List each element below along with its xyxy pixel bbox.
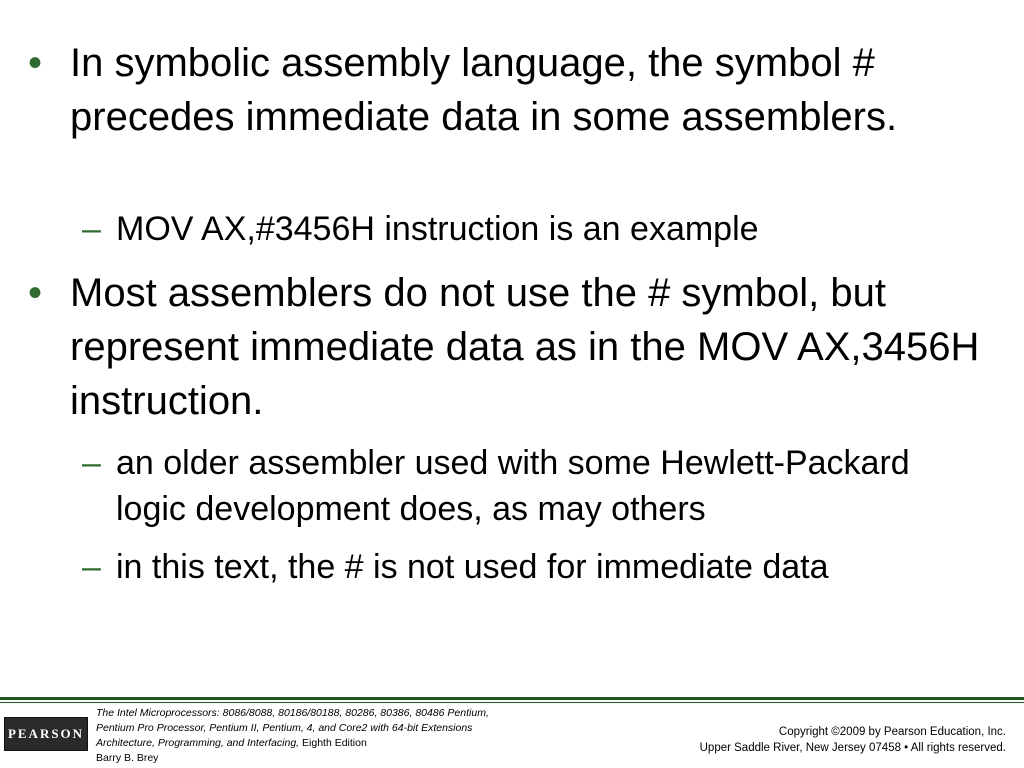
sub-bullet-text: MOV AX,#3456H instruction is an example	[116, 210, 759, 248]
book-line-1	[96, 706, 576, 721]
sub-bullet-text: an older assembler used with some Hewlett-Packard logic development does, as may others	[116, 444, 910, 528]
bullet-1	[28, 36, 988, 144]
sub-bullet-2-1	[82, 440, 982, 532]
sub-bullet-text: in this text, the # is not used for immediate data	[116, 548, 829, 586]
sub-bullet-1-1	[82, 206, 982, 252]
bullet-text: In symbolic assembly language, the symbol # precedes immediate data in some assemblers.	[70, 41, 898, 139]
bullet-marker: •	[28, 271, 43, 315]
sub-bullet-marker: –	[82, 210, 101, 248]
book-info	[96, 706, 576, 766]
book-line-2: Pentium Pro Processor, Pentium II, Pentium, 4, and Core2 with 64-bit Extensions	[96, 722, 473, 734]
book-title: The Intel Microprocessors:	[96, 707, 220, 719]
book-author: Barry B. Brey	[96, 752, 159, 764]
sub-bullet-marker: –	[82, 444, 101, 482]
copyright-notice	[586, 724, 1006, 756]
book-line-3	[96, 736, 576, 751]
book-subtitle: Architecture, Programming, and Interfacing,	[96, 737, 300, 749]
bullet-2	[28, 266, 988, 428]
sub-bullet-2-2	[82, 544, 982, 590]
bullet-marker: •	[28, 41, 43, 85]
pearson-logo	[4, 717, 88, 751]
copyright-line-2: Upper Saddle River, New Jersey 07458 • All rights reserved.	[699, 742, 1006, 754]
bullet-text: Most assemblers do not use the # symbol, but represent immediate data as in the MOV AX,3456H instruction.	[70, 271, 980, 423]
footer-divider-thin	[0, 702, 1024, 703]
sub-bullet-marker: –	[82, 548, 101, 586]
copyright-line-1: Copyright ©2009 by Pearson Education, Inc.	[778, 726, 1006, 738]
book-edition: Eighth Edition	[299, 737, 367, 749]
footer-divider	[0, 697, 1024, 700]
book-line-1-rest: 8086/8088, 80186/80188, 80286, 80386, 80486 Pentium,	[219, 707, 489, 719]
logo-text: PEARSON	[7, 726, 85, 741]
